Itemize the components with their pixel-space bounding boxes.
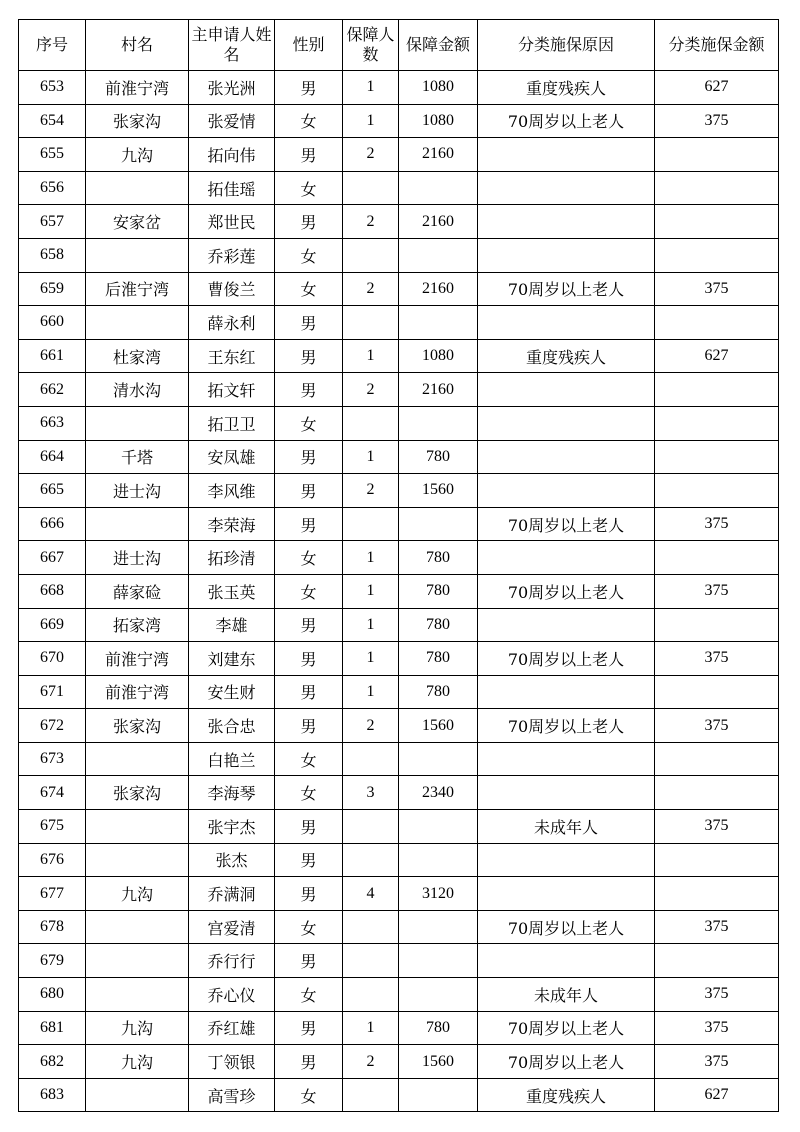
cell-count — [343, 843, 399, 877]
cell-count: 1 — [343, 574, 399, 608]
cell-amount — [399, 306, 478, 340]
roster-table — [18, 19, 779, 1112]
cell-seq: 672 — [19, 709, 86, 743]
table-row — [19, 541, 779, 575]
cell-extra — [655, 440, 779, 474]
table-row — [19, 138, 779, 172]
cell-village: 张家沟 — [86, 776, 189, 810]
cell-reason: 70周岁以上老人 — [478, 574, 655, 608]
cell-seq: 653 — [19, 71, 86, 105]
cell-reason: 未成年人 — [478, 810, 655, 844]
cell-count: 1 — [343, 440, 399, 474]
header-extra: 分类施保金额 — [655, 20, 779, 71]
cell-count — [343, 1078, 399, 1112]
cell-gender: 男 — [275, 373, 343, 407]
cell-gender: 女 — [275, 272, 343, 306]
cell-extra: 375 — [655, 1011, 779, 1045]
cell-amount: 1080 — [399, 104, 478, 138]
cell-seq: 680 — [19, 978, 86, 1012]
cell-seq: 657 — [19, 205, 86, 239]
cell-reason — [478, 944, 655, 978]
cell-name: 乔满洞 — [189, 877, 275, 911]
table-row — [19, 843, 779, 877]
cell-seq: 662 — [19, 373, 86, 407]
cell-name: 乔心仪 — [189, 978, 275, 1012]
cell-count: 1 — [343, 642, 399, 676]
cell-village: 前淮宁湾 — [86, 642, 189, 676]
cell-village: 张家沟 — [86, 709, 189, 743]
header-applicant: 主申请人姓名 — [189, 20, 275, 71]
cell-count: 1 — [343, 608, 399, 642]
header-reason: 分类施保原因 — [478, 20, 655, 71]
cell-amount — [399, 944, 478, 978]
cell-name: 丁领银 — [189, 1045, 275, 1079]
cell-amount: 2160 — [399, 373, 478, 407]
table-row — [19, 306, 779, 340]
cell-amount: 1080 — [399, 71, 478, 105]
cell-village: 张家沟 — [86, 104, 189, 138]
cell-extra — [655, 843, 779, 877]
cell-extra: 627 — [655, 1078, 779, 1112]
cell-count: 2 — [343, 272, 399, 306]
table-row — [19, 507, 779, 541]
cell-seq: 654 — [19, 104, 86, 138]
cell-amount: 3120 — [399, 877, 478, 911]
cell-gender: 男 — [275, 138, 343, 172]
cell-seq: 669 — [19, 608, 86, 642]
cell-count — [343, 306, 399, 340]
cell-count — [343, 742, 399, 776]
cell-village: 后淮宁湾 — [86, 272, 189, 306]
cell-reason: 70周岁以上老人 — [478, 910, 655, 944]
cell-extra: 627 — [655, 71, 779, 105]
cell-seq: 675 — [19, 810, 86, 844]
table-row — [19, 406, 779, 440]
cell-village — [86, 910, 189, 944]
cell-seq: 678 — [19, 910, 86, 944]
cell-name: 乔行行 — [189, 944, 275, 978]
cell-extra: 375 — [655, 104, 779, 138]
table-row — [19, 1011, 779, 1045]
cell-gender: 女 — [275, 742, 343, 776]
cell-extra — [655, 406, 779, 440]
cell-village — [86, 944, 189, 978]
cell-amount — [399, 171, 478, 205]
cell-name: 张宇杰 — [189, 810, 275, 844]
cell-name: 拓文轩 — [189, 373, 275, 407]
cell-village: 清水沟 — [86, 373, 189, 407]
cell-count: 2 — [343, 709, 399, 743]
cell-reason — [478, 406, 655, 440]
cell-amount: 780 — [399, 541, 478, 575]
cell-extra: 375 — [655, 978, 779, 1012]
cell-village — [86, 978, 189, 1012]
cell-name: 张爱情 — [189, 104, 275, 138]
cell-village: 杜家湾 — [86, 339, 189, 373]
cell-village — [86, 306, 189, 340]
cell-name: 薛永利 — [189, 306, 275, 340]
cell-gender: 女 — [275, 978, 343, 1012]
cell-seq: 676 — [19, 843, 86, 877]
cell-count — [343, 944, 399, 978]
cell-name: 拓珍清 — [189, 541, 275, 575]
cell-name: 张合忠 — [189, 709, 275, 743]
cell-village: 进士沟 — [86, 541, 189, 575]
cell-extra — [655, 608, 779, 642]
cell-name: 乔红雄 — [189, 1011, 275, 1045]
table-header — [19, 20, 779, 71]
table-row — [19, 272, 779, 306]
cell-gender: 女 — [275, 1078, 343, 1112]
header-seq: 序号 — [19, 20, 86, 71]
cell-extra — [655, 373, 779, 407]
table-row — [19, 1045, 779, 1079]
cell-count — [343, 171, 399, 205]
cell-amount: 780 — [399, 440, 478, 474]
cell-seq: 673 — [19, 742, 86, 776]
table-row — [19, 776, 779, 810]
table-row — [19, 205, 779, 239]
cell-extra — [655, 541, 779, 575]
cell-seq: 660 — [19, 306, 86, 340]
table-row — [19, 910, 779, 944]
cell-seq: 659 — [19, 272, 86, 306]
cell-reason — [478, 138, 655, 172]
cell-amount: 1560 — [399, 1045, 478, 1079]
cell-reason: 70周岁以上老人 — [478, 104, 655, 138]
cell-count: 2 — [343, 205, 399, 239]
cell-count: 2 — [343, 474, 399, 508]
cell-amount: 780 — [399, 675, 478, 709]
cell-count: 2 — [343, 1045, 399, 1079]
cell-village: 九沟 — [86, 877, 189, 911]
cell-village — [86, 810, 189, 844]
cell-gender: 男 — [275, 675, 343, 709]
cell-name: 李风维 — [189, 474, 275, 508]
cell-reason — [478, 205, 655, 239]
cell-gender: 女 — [275, 574, 343, 608]
cell-name: 安生财 — [189, 675, 275, 709]
cell-reason — [478, 440, 655, 474]
cell-amount — [399, 910, 478, 944]
cell-reason — [478, 608, 655, 642]
cell-name: 张杰 — [189, 843, 275, 877]
cell-reason — [478, 776, 655, 810]
cell-gender: 男 — [275, 507, 343, 541]
cell-seq: 661 — [19, 339, 86, 373]
cell-name: 张光洲 — [189, 71, 275, 105]
cell-gender: 男 — [275, 608, 343, 642]
cell-gender: 男 — [275, 440, 343, 474]
cell-amount — [399, 1078, 478, 1112]
header-row — [19, 20, 779, 71]
cell-extra: 375 — [655, 709, 779, 743]
cell-amount: 780 — [399, 608, 478, 642]
cell-seq: 667 — [19, 541, 86, 575]
cell-amount — [399, 507, 478, 541]
cell-reason: 70周岁以上老人 — [478, 1011, 655, 1045]
cell-reason — [478, 541, 655, 575]
cell-extra: 375 — [655, 507, 779, 541]
table-row — [19, 238, 779, 272]
cell-name: 安凤雄 — [189, 440, 275, 474]
cell-name: 高雪珍 — [189, 1078, 275, 1112]
cell-seq: 668 — [19, 574, 86, 608]
table-row — [19, 474, 779, 508]
cell-amount: 2160 — [399, 205, 478, 239]
cell-extra: 375 — [655, 574, 779, 608]
cell-seq: 677 — [19, 877, 86, 911]
cell-seq: 666 — [19, 507, 86, 541]
cell-reason — [478, 171, 655, 205]
table-row — [19, 1078, 779, 1112]
cell-count: 1 — [343, 541, 399, 575]
table-row — [19, 339, 779, 373]
cell-amount — [399, 978, 478, 1012]
cell-amount — [399, 742, 478, 776]
cell-seq: 674 — [19, 776, 86, 810]
cell-village: 九沟 — [86, 1011, 189, 1045]
cell-reason: 70周岁以上老人 — [478, 507, 655, 541]
cell-gender: 男 — [275, 642, 343, 676]
cell-gender: 男 — [275, 810, 343, 844]
cell-gender: 男 — [275, 944, 343, 978]
cell-village — [86, 406, 189, 440]
cell-name: 拓佳瑶 — [189, 171, 275, 205]
cell-reason: 未成年人 — [478, 978, 655, 1012]
cell-count: 1 — [343, 104, 399, 138]
cell-name: 刘建东 — [189, 642, 275, 676]
cell-count: 2 — [343, 138, 399, 172]
cell-gender: 女 — [275, 171, 343, 205]
cell-extra — [655, 675, 779, 709]
cell-seq: 664 — [19, 440, 86, 474]
header-village: 村名 — [86, 20, 189, 71]
table-body — [19, 71, 779, 1112]
cell-gender: 男 — [275, 1045, 343, 1079]
cell-count: 2 — [343, 373, 399, 407]
cell-extra — [655, 742, 779, 776]
cell-amount — [399, 843, 478, 877]
cell-extra — [655, 238, 779, 272]
cell-reason — [478, 843, 655, 877]
header-amount: 保障金额 — [399, 20, 478, 71]
cell-village — [86, 1078, 189, 1112]
cell-gender: 男 — [275, 474, 343, 508]
cell-gender: 女 — [275, 541, 343, 575]
cell-reason — [478, 675, 655, 709]
table-row — [19, 944, 779, 978]
table-row — [19, 373, 779, 407]
cell-reason — [478, 373, 655, 407]
cell-name: 李海琴 — [189, 776, 275, 810]
cell-village: 九沟 — [86, 138, 189, 172]
table-row — [19, 675, 779, 709]
cell-village: 前淮宁湾 — [86, 71, 189, 105]
cell-seq: 665 — [19, 474, 86, 508]
cell-extra: 375 — [655, 642, 779, 676]
table-row — [19, 877, 779, 911]
cell-extra: 375 — [655, 1045, 779, 1079]
cell-count: 1 — [343, 1011, 399, 1045]
cell-extra — [655, 944, 779, 978]
cell-seq: 670 — [19, 642, 86, 676]
cell-name: 曹俊兰 — [189, 272, 275, 306]
cell-reason: 重度残疾人 — [478, 1078, 655, 1112]
cell-seq: 681 — [19, 1011, 86, 1045]
cell-gender: 男 — [275, 709, 343, 743]
cell-extra: 627 — [655, 339, 779, 373]
cell-extra — [655, 205, 779, 239]
cell-seq: 671 — [19, 675, 86, 709]
cell-reason — [478, 306, 655, 340]
cell-gender: 男 — [275, 306, 343, 340]
cell-amount — [399, 406, 478, 440]
cell-count — [343, 978, 399, 1012]
cell-reason — [478, 742, 655, 776]
cell-gender: 男 — [275, 205, 343, 239]
cell-reason: 70周岁以上老人 — [478, 1045, 655, 1079]
cell-extra — [655, 138, 779, 172]
cell-village: 前淮宁湾 — [86, 675, 189, 709]
cell-amount: 1560 — [399, 474, 478, 508]
cell-reason — [478, 877, 655, 911]
cell-seq: 682 — [19, 1045, 86, 1079]
cell-count: 1 — [343, 675, 399, 709]
cell-seq: 655 — [19, 138, 86, 172]
cell-gender: 女 — [275, 406, 343, 440]
cell-gender: 女 — [275, 238, 343, 272]
cell-count: 4 — [343, 877, 399, 911]
cell-count — [343, 810, 399, 844]
cell-extra — [655, 474, 779, 508]
cell-extra — [655, 306, 779, 340]
table-row — [19, 574, 779, 608]
cell-name: 郑世民 — [189, 205, 275, 239]
table-row — [19, 978, 779, 1012]
cell-amount: 2160 — [399, 272, 478, 306]
table-row — [19, 71, 779, 105]
cell-amount: 2160 — [399, 138, 478, 172]
cell-name: 宫爱清 — [189, 910, 275, 944]
cell-village: 安家岔 — [86, 205, 189, 239]
cell-reason: 70周岁以上老人 — [478, 272, 655, 306]
cell-village — [86, 843, 189, 877]
cell-extra — [655, 171, 779, 205]
cell-extra — [655, 776, 779, 810]
cell-count — [343, 238, 399, 272]
cell-name: 拓卫卫 — [189, 406, 275, 440]
table-row — [19, 642, 779, 676]
cell-seq: 658 — [19, 238, 86, 272]
table-row — [19, 171, 779, 205]
cell-village: 千塔 — [86, 440, 189, 474]
cell-extra — [655, 877, 779, 911]
cell-gender: 男 — [275, 71, 343, 105]
cell-village — [86, 742, 189, 776]
cell-seq: 679 — [19, 944, 86, 978]
cell-amount: 780 — [399, 574, 478, 608]
cell-reason — [478, 238, 655, 272]
cell-seq: 656 — [19, 171, 86, 205]
table-row — [19, 104, 779, 138]
cell-count: 1 — [343, 339, 399, 373]
cell-extra: 375 — [655, 810, 779, 844]
cell-extra: 375 — [655, 272, 779, 306]
table-row — [19, 742, 779, 776]
cell-gender: 女 — [275, 910, 343, 944]
cell-village: 九沟 — [86, 1045, 189, 1079]
cell-village: 薛家硷 — [86, 574, 189, 608]
cell-reason — [478, 474, 655, 508]
table-row — [19, 440, 779, 474]
table-row — [19, 709, 779, 743]
cell-gender: 女 — [275, 776, 343, 810]
cell-name: 乔彩莲 — [189, 238, 275, 272]
cell-village: 进士沟 — [86, 474, 189, 508]
cell-seq: 663 — [19, 406, 86, 440]
header-gender: 性别 — [275, 20, 343, 71]
table-row — [19, 608, 779, 642]
cell-amount: 780 — [399, 642, 478, 676]
cell-amount — [399, 238, 478, 272]
cell-count: 1 — [343, 71, 399, 105]
cell-extra: 375 — [655, 910, 779, 944]
cell-amount: 1080 — [399, 339, 478, 373]
cell-seq: 683 — [19, 1078, 86, 1112]
cell-count — [343, 406, 399, 440]
cell-village — [86, 171, 189, 205]
cell-name: 拓向伟 — [189, 138, 275, 172]
cell-amount: 2340 — [399, 776, 478, 810]
cell-reason: 70周岁以上老人 — [478, 709, 655, 743]
cell-amount — [399, 810, 478, 844]
cell-name: 李荣海 — [189, 507, 275, 541]
cell-name: 白艳兰 — [189, 742, 275, 776]
cell-gender: 女 — [275, 104, 343, 138]
cell-reason: 重度残疾人 — [478, 71, 655, 105]
cell-count — [343, 507, 399, 541]
cell-gender: 男 — [275, 339, 343, 373]
cell-village: 拓家湾 — [86, 608, 189, 642]
cell-count — [343, 910, 399, 944]
cell-village — [86, 238, 189, 272]
table-row — [19, 810, 779, 844]
cell-gender: 男 — [275, 877, 343, 911]
cell-amount: 780 — [399, 1011, 478, 1045]
cell-name: 王东红 — [189, 339, 275, 373]
cell-count: 3 — [343, 776, 399, 810]
cell-name: 张玉英 — [189, 574, 275, 608]
cell-gender: 男 — [275, 1011, 343, 1045]
cell-name: 李雄 — [189, 608, 275, 642]
cell-reason: 重度残疾人 — [478, 339, 655, 373]
cell-gender: 男 — [275, 843, 343, 877]
cell-amount: 1560 — [399, 709, 478, 743]
cell-village — [86, 507, 189, 541]
header-count: 保障人数 — [343, 20, 399, 71]
cell-reason: 70周岁以上老人 — [478, 642, 655, 676]
